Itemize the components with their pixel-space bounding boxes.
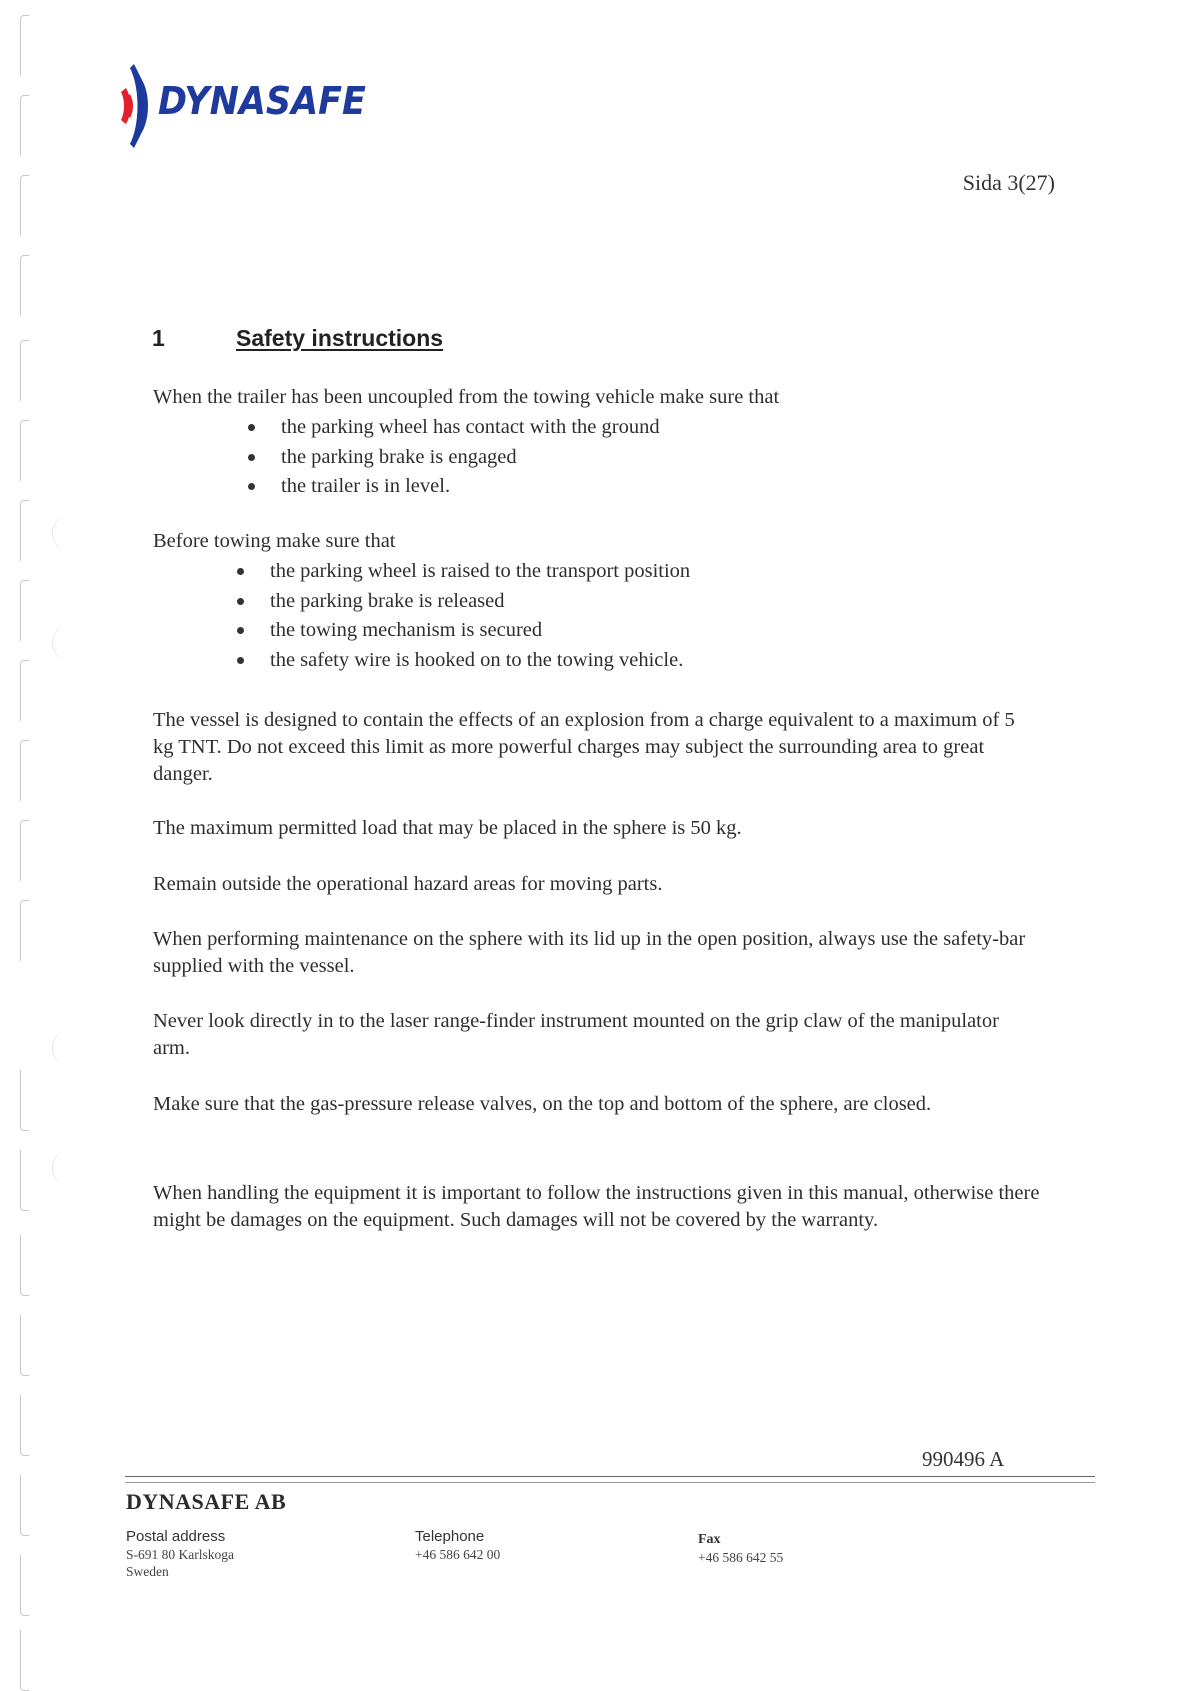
binding-mark	[20, 900, 29, 961]
punch-hole	[52, 625, 85, 661]
dynasafe-logo	[120, 58, 380, 154]
explosion-limit-paragraph: The vessel is designed to contain the effects of an explosion from a charge equivalent to a maximum of 5 kg TNT. Do not exceed this limit as more powerful charges may subject the surrounding area to great danger.	[153, 709, 1015, 785]
valves-paragraph: Make sure that the gas-pressure release valves, on the top and bottom of the sphere, are closed.	[153, 1093, 932, 1115]
punch-hole	[52, 1150, 85, 1186]
punch-hole	[52, 1030, 85, 1066]
telephone-label: Telephone	[415, 1528, 485, 1545]
binding-mark	[20, 1235, 29, 1296]
binding-mark	[20, 500, 29, 561]
towing-intro: Before towing make sure that	[153, 530, 396, 552]
document-code: 990496 A	[922, 1447, 1005, 1471]
page-number: Sida 3(27)	[962, 170, 1055, 195]
binding-mark	[20, 1395, 29, 1456]
binding-mark	[20, 95, 29, 156]
binding-mark	[20, 1150, 29, 1211]
towing-checklist	[237, 557, 690, 675]
section-number: 1	[152, 325, 165, 351]
fax-block	[698, 1531, 783, 1566]
binding-mark	[20, 1555, 29, 1616]
list-item: the towing mechanism is secured	[237, 616, 690, 646]
binding-mark	[20, 1070, 29, 1131]
hazard-area-paragraph: Remain outside the operational hazard areas for moving parts.	[153, 873, 663, 895]
binding-mark	[20, 1315, 29, 1376]
list-item: the trailer is in level.	[248, 472, 660, 502]
logo-mark-icon	[120, 58, 160, 154]
logo-wordmark: DYNASAFE	[158, 79, 366, 123]
list-item: the parking wheel is raised to the transport position	[237, 557, 690, 587]
footer-divider	[125, 1482, 1095, 1483]
warranty-paragraph: When handling the equipment it is important to follow the instructions given in this manual, otherwise there might be damages on the equipment. Such damages will not be covered by the warranty.	[153, 1182, 1040, 1231]
maintenance-paragraph: When performing maintenance on the sphere with its lid up in the open position, always use the safety-bar supplied with the vessel.	[153, 928, 1026, 977]
punch-hole	[52, 515, 85, 551]
binding-mark	[20, 660, 29, 721]
fax-label: Fax	[698, 1532, 721, 1547]
postal-address-block	[126, 1528, 234, 1581]
binding-mark	[20, 15, 29, 76]
list-item: the safety wire is hooked on to the towing vehicle.	[237, 646, 690, 676]
binding-mark	[20, 420, 29, 481]
list-item: the parking brake is engaged	[248, 443, 660, 473]
binding-mark	[20, 740, 29, 801]
laser-warning-paragraph: Never look directly in to the laser range-finder instrument mounted on the grip claw of the manipulator arm.	[153, 1010, 999, 1059]
list-item: the parking wheel has contact with the ground	[248, 413, 660, 443]
company-name: DYNASAFE AB	[126, 1489, 287, 1514]
postal-address-country: Sweden	[126, 1564, 169, 1579]
postal-address-line: S-691 80 Karlskoga	[126, 1546, 234, 1562]
binding-mark	[20, 340, 29, 401]
footer-divider	[125, 1476, 1095, 1477]
telephone-number: +46 586 642 00	[415, 1546, 501, 1562]
binding-mark	[20, 255, 29, 316]
binding-mark	[20, 820, 29, 881]
binding-mark	[20, 1475, 29, 1536]
binding-mark	[20, 175, 29, 236]
list-item: the parking brake is released	[237, 587, 690, 617]
postal-address-label: Postal address	[126, 1528, 226, 1545]
uncoupled-intro: When the trailer has been uncoupled from the towing vehicle make sure that	[153, 386, 780, 408]
section-title: Safety instructions	[236, 325, 444, 351]
uncoupled-checklist	[248, 413, 660, 502]
fax-number: +46 586 642 55	[698, 1549, 784, 1565]
telephone-block	[415, 1528, 500, 1563]
section-heading	[152, 325, 443, 352]
binding-mark	[20, 580, 29, 641]
max-load-paragraph: The maximum permitted load that may be placed in the sphere is 50 kg.	[153, 817, 742, 839]
